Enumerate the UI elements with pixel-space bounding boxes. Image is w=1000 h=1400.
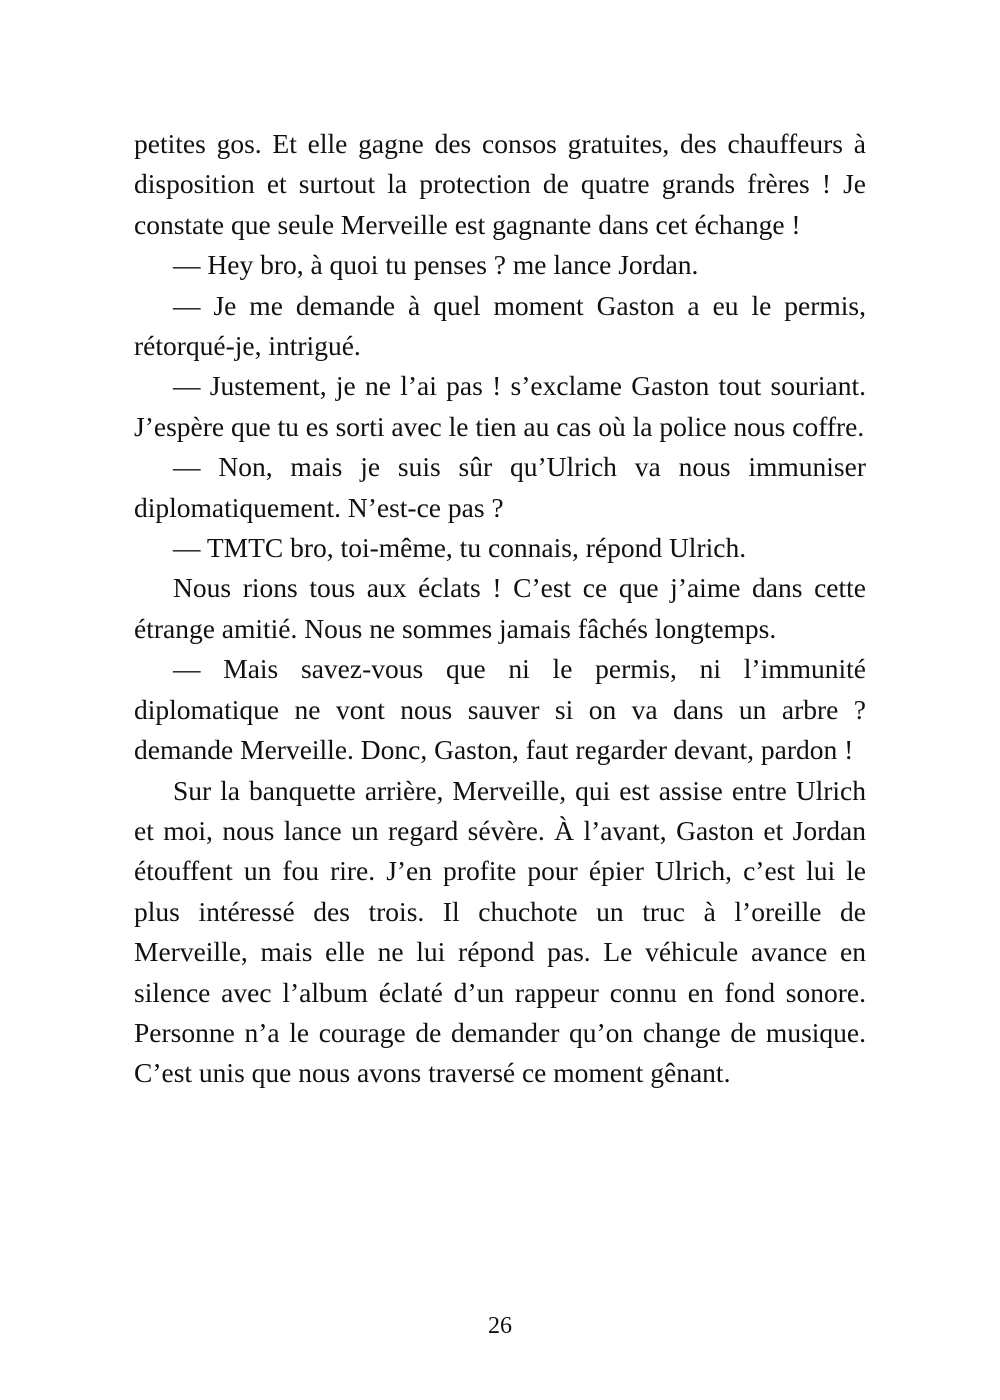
- paragraph-1: petites gos. Et elle gagne des consos gratuites, des chauffeurs à disposition et surtout la protection de quatre grands frères ! Je constate que seule Merveille est gagnante dans cet échange !: [134, 128, 866, 240]
- paragraph-7: Nous rions tous aux éclats ! C’est ce que j’aime dans cette étrange amitié. Nous ne sommes jamais fâchés longtemps.: [134, 572, 866, 644]
- paragraph-5: — Non, mais je suis sûr qu’Ulrich va nous immuniser diplomatiquement. N’est-ce pas ?: [134, 451, 866, 523]
- paragraph-8: — Mais savez-vous que ni le permis, ni l’immunité diplomatique ne vont nous sauver si on va dans un arbre ? demande Merveille. Donc, Gaston, faut regarder devant, pardon !: [134, 653, 866, 766]
- paragraph-4: — Justement, je ne l’ai pas ! s’exclame Gaston tout souriant. J’espère que tu es sorti avec le tien au cas où la police nous coffre.: [134, 370, 866, 442]
- paragraph-3: — Je me demande à quel moment Gaston a eu le permis, rétorqué-je, intrigué.: [134, 289, 866, 362]
- page-number: 26: [488, 1313, 512, 1339]
- paragraph-9: Sur la banquette arrière, Merveille, qui est assise entre Ulrich et moi, nous lance un regard sévère. À l’avant, Gaston et Jordan étouffent un fou rire. J’en profite pour épier Ulrich, c’est lui le plus intéressé des trois. Il chuchote un truc à l’oreille de Merveille, mais elle ne lui répond pas. Le véhicule avance en silence avec l’album éclaté d’un rappeur connu en fond sonore. Personne n’a le courage de demander qu’on change de musique. C’est unis que nous avons traversé ce moment gênant.: [134, 774, 866, 1089]
- paragraph-2: — Hey bro, à quoi tu penses ? me lance Jordan.: [173, 249, 699, 281]
- page-body: [134, 124, 866, 1094]
- paragraph-6: — TMTC bro, toi-même, tu connais, répond Ulrich.: [173, 532, 747, 564]
